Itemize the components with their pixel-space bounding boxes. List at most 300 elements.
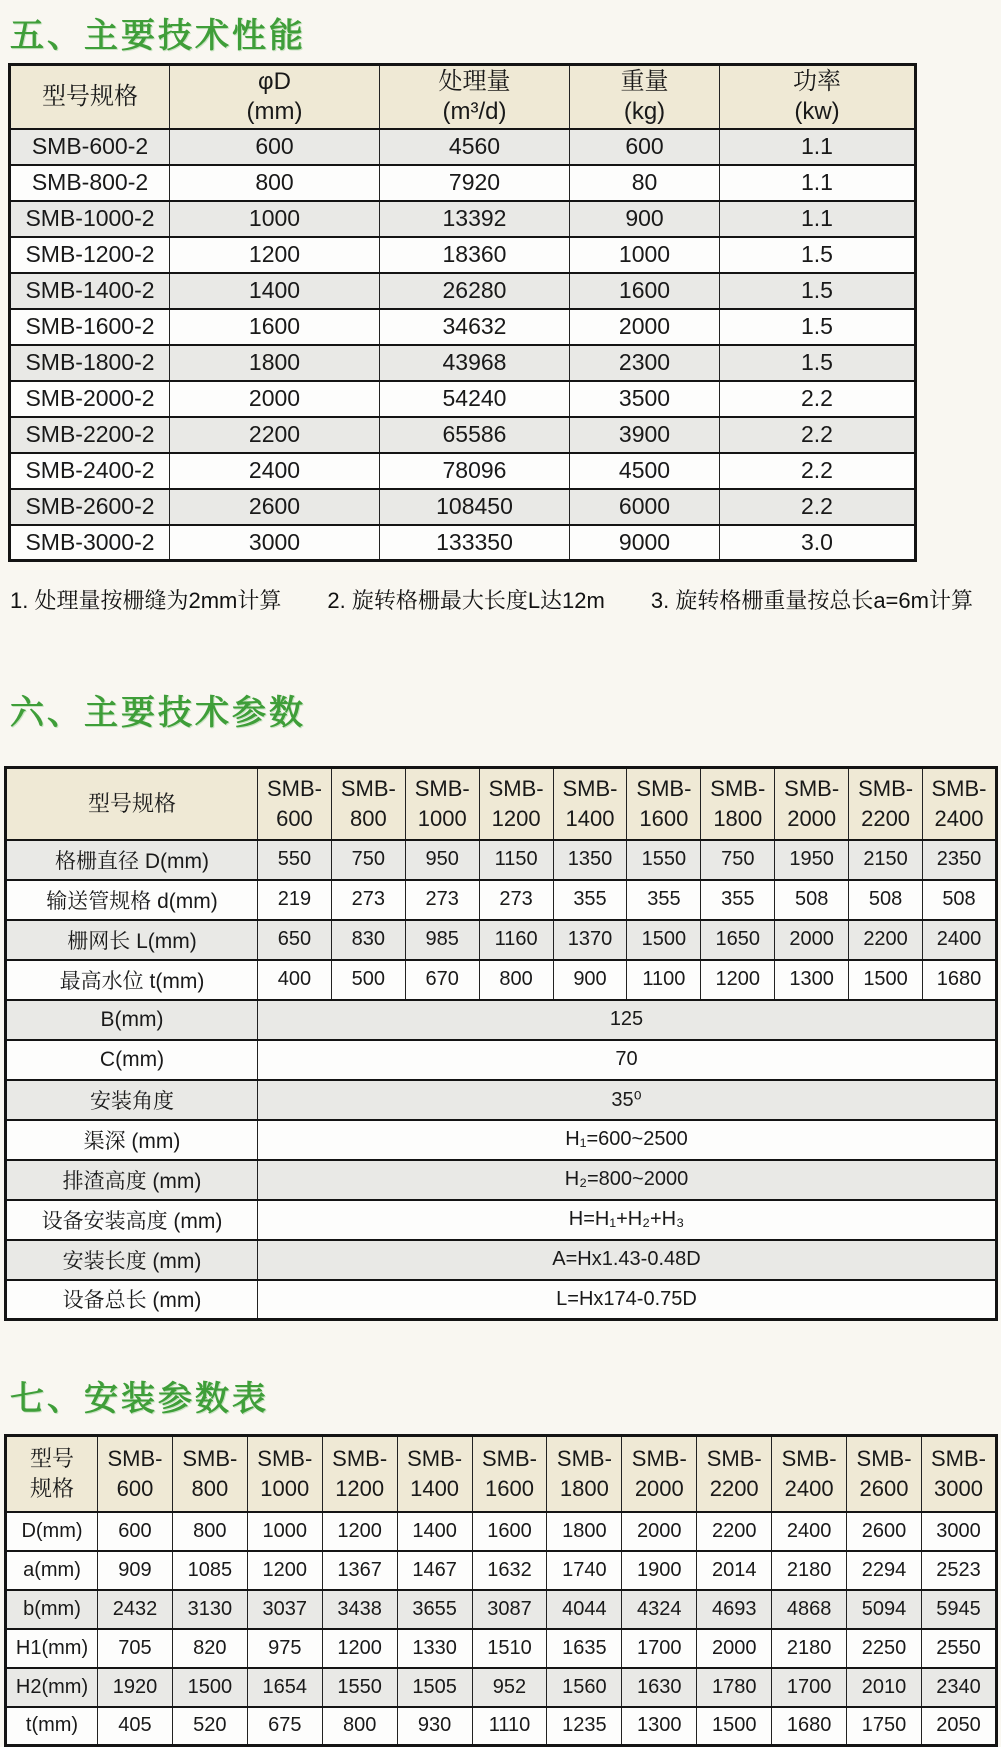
cell-text: 重量 — [620, 67, 669, 95]
value-cell — [258, 880, 332, 920]
table-row — [10, 381, 916, 417]
cell-text: 600 — [625, 133, 664, 159]
cell-text: 格栅直径 D(mm) — [55, 849, 209, 873]
value-cell — [405, 920, 479, 960]
value-cell — [622, 1512, 697, 1551]
table-row — [6, 1160, 997, 1200]
cell-text: 2050 — [936, 1714, 981, 1737]
cell-text: 508 — [942, 888, 976, 910]
model-cell — [10, 345, 170, 381]
cell-text: SMB-3000-2 — [25, 528, 155, 555]
value-cell — [405, 840, 479, 880]
cell-text: 520 — [193, 1714, 227, 1737]
value-cell — [247, 1512, 322, 1551]
value-cell — [380, 309, 570, 345]
value-cell — [921, 1590, 996, 1629]
value-cell — [570, 417, 720, 453]
cell-text: 1110 — [488, 1714, 531, 1737]
value-cell — [923, 840, 997, 880]
cell-text: 设备安装高度 (mm) — [41, 1209, 223, 1233]
cell-text: 2000 — [711, 1636, 757, 1659]
cell-text: 3130 — [187, 1597, 233, 1620]
cell-text: 2200 — [711, 1519, 757, 1542]
value-cell — [720, 201, 916, 237]
corner-header — [6, 768, 258, 840]
cell-text: 600 — [255, 133, 294, 159]
cell-text: 1.5 — [801, 313, 833, 339]
value-cell — [472, 1707, 547, 1746]
model-header — [98, 1436, 173, 1512]
cell-text: 2.2 — [801, 493, 833, 519]
performance-table — [8, 63, 917, 562]
cell-text: 1600 — [485, 1475, 534, 1501]
row-label — [6, 1080, 258, 1120]
cell-text: 2180 — [786, 1636, 832, 1659]
value-cell — [380, 345, 570, 381]
model-cell — [10, 381, 170, 417]
table-row — [10, 201, 916, 237]
value-cell — [98, 1668, 173, 1707]
header-row — [10, 65, 916, 129]
model-header — [553, 768, 627, 840]
value-cell — [172, 1551, 247, 1590]
value-cell — [772, 1707, 847, 1746]
value-cell — [697, 1512, 772, 1551]
cell-text: 108450 — [436, 493, 513, 519]
value-cell — [331, 920, 405, 960]
table-row — [6, 1512, 997, 1551]
footnote-3: 3. 旋转格栅重量按总长a=6m计算 — [650, 588, 973, 613]
value-cell — [258, 960, 332, 1000]
model-cell — [10, 273, 170, 309]
value-cell — [553, 920, 627, 960]
value-cell — [570, 129, 720, 165]
value-cell — [701, 960, 775, 1000]
cell-text: SMB-2000-2 — [25, 385, 155, 411]
value-cell — [98, 1629, 173, 1668]
cell-text: 125 — [609, 1008, 644, 1030]
cell-text: 1700 — [637, 1636, 682, 1659]
cell-text: 3655 — [412, 1597, 457, 1620]
model-header — [921, 1436, 996, 1512]
cell-text: SMB- — [856, 1446, 912, 1472]
value-cell — [570, 453, 720, 489]
cell-text: 1500 — [641, 928, 687, 950]
table-row — [6, 960, 997, 1000]
cell-text: 2150 — [863, 848, 908, 870]
table-row — [10, 525, 916, 561]
value-cell — [720, 273, 916, 309]
cell-text: 65586 — [442, 421, 507, 447]
value-cell — [847, 1551, 922, 1590]
cell-text: (kw) — [794, 97, 840, 125]
value-cell — [98, 1707, 173, 1746]
cell-text: b(mm) — [23, 1597, 81, 1620]
cell-text: 4324 — [637, 1597, 682, 1620]
value-cell — [172, 1707, 247, 1746]
value-cell — [570, 309, 720, 345]
value-cell — [627, 960, 701, 1000]
cell-text: 1740 — [562, 1558, 607, 1581]
section6-title: 六、主要技术参数 — [10, 694, 306, 732]
installation-parameters-table — [4, 1434, 998, 1747]
cell-text: 2600 — [248, 493, 301, 519]
value-cell — [247, 1551, 322, 1590]
footnotes — [10, 584, 1001, 615]
cell-text: 3.0 — [801, 528, 833, 555]
cell-text: 1650 — [715, 928, 761, 950]
cell-text: 2180 — [786, 1558, 832, 1581]
value-cell — [772, 1668, 847, 1707]
value-cell — [570, 237, 720, 273]
span-value-cell — [258, 1200, 997, 1240]
cell-text: SMB- — [636, 776, 692, 802]
cell-text: 1680 — [786, 1714, 832, 1737]
model-header — [331, 768, 405, 840]
value-cell — [547, 1512, 622, 1551]
model-header — [697, 1436, 772, 1512]
cell-text: 1654 — [262, 1675, 308, 1698]
section5-title: 五、主要技术性能 — [10, 17, 306, 55]
value-cell — [547, 1707, 622, 1746]
value-cell — [479, 880, 553, 920]
technical-parameters-header — [6, 768, 997, 840]
cell-text: 2000 — [248, 385, 301, 411]
value-cell — [472, 1590, 547, 1629]
cell-text: 2010 — [861, 1675, 907, 1698]
value-cell — [921, 1512, 996, 1551]
cell-text: 栅网长 L(mm) — [67, 929, 197, 953]
model-header — [547, 1436, 622, 1512]
cell-text: 1560 — [562, 1675, 607, 1698]
cell-text: 43968 — [442, 349, 507, 375]
cell-text: 1600 — [487, 1519, 532, 1542]
cell-text: 900 — [625, 205, 664, 231]
cell-text: 1635 — [562, 1636, 607, 1659]
cell-text: 1350 — [567, 848, 613, 870]
cell-text: 2400 — [934, 805, 984, 831]
value-cell — [622, 1629, 697, 1668]
cell-text: 1630 — [637, 1675, 682, 1698]
value-cell — [472, 1629, 547, 1668]
value-cell — [247, 1707, 322, 1746]
cell-text: 1400 — [248, 277, 301, 303]
table-row — [6, 1240, 997, 1280]
cell-text: 1.5 — [801, 349, 833, 375]
table-row — [6, 880, 997, 920]
cell-text: 3087 — [487, 1597, 532, 1620]
cell-text: 750 — [721, 848, 755, 870]
cell-text: 800 — [349, 805, 387, 831]
value-cell — [247, 1590, 322, 1629]
cell-text: C(mm) — [99, 1047, 165, 1071]
span-value-cell — [258, 1280, 997, 1320]
row-label — [6, 1707, 98, 1746]
value-cell — [627, 880, 701, 920]
table-row — [10, 273, 916, 309]
cell-text: 930 — [417, 1714, 452, 1737]
cell-text: 4560 — [448, 133, 501, 159]
row-label — [6, 840, 258, 880]
cell-text: 750 — [351, 848, 386, 870]
value-cell — [849, 920, 923, 960]
column-header — [170, 65, 380, 129]
value-cell — [170, 309, 380, 345]
value-cell — [258, 840, 332, 880]
cell-text: 1500 — [863, 968, 908, 990]
cell-text: 1400 — [412, 1519, 457, 1542]
cell-text: 1160 — [494, 928, 538, 950]
cell-text: 安装长度 (mm) — [62, 1249, 202, 1273]
cell-text: 952 — [492, 1675, 527, 1698]
cell-text: 1200 — [248, 241, 301, 267]
cell-text: 1600 — [248, 313, 301, 339]
cell-text: 设备总长 (mm) — [62, 1289, 202, 1313]
span-value-cell — [258, 1080, 997, 1120]
value-cell — [701, 840, 775, 880]
value-cell — [397, 1707, 472, 1746]
cell-text: 2200 — [861, 805, 911, 831]
cell-text: 1500 — [711, 1714, 757, 1737]
cell-text: SMB-2400-2 — [25, 457, 155, 483]
value-cell — [547, 1590, 622, 1629]
cell-text: 219 — [277, 888, 312, 910]
value-cell — [720, 309, 916, 345]
cell-text: 650 — [277, 928, 312, 950]
cell-text: 功率 — [793, 67, 841, 95]
cell-text: 1467 — [412, 1558, 457, 1581]
cell-text: SMB-2200-2 — [25, 421, 155, 447]
cell-text: 1632 — [487, 1558, 532, 1581]
cell-text: 1750 — [861, 1714, 907, 1737]
value-cell — [570, 165, 720, 201]
value-cell — [849, 840, 923, 880]
performance-table-body — [10, 129, 916, 561]
value-cell — [697, 1590, 772, 1629]
cell-text: 2350 — [936, 848, 982, 870]
column-header — [720, 65, 916, 129]
cell-text: 9000 — [618, 528, 671, 555]
table-row — [10, 237, 916, 273]
header-row — [6, 768, 997, 840]
cell-text: 508 — [868, 888, 903, 910]
value-cell — [570, 525, 720, 561]
value-cell — [772, 1590, 847, 1629]
cell-text: 1950 — [789, 848, 834, 870]
model-header — [923, 768, 997, 840]
value-cell — [622, 1707, 697, 1746]
value-cell — [170, 417, 380, 453]
value-cell — [923, 920, 997, 960]
cell-text: 1000 — [417, 805, 467, 831]
cell-text: SMB- — [631, 1446, 687, 1472]
cell-text: 70 — [615, 1048, 638, 1070]
table-row — [6, 1629, 997, 1668]
value-cell — [847, 1590, 922, 1629]
cell-text: 4868 — [786, 1597, 832, 1620]
value-cell — [553, 880, 627, 920]
cell-text: SMB- — [784, 776, 840, 802]
cell-text: 18360 — [442, 241, 507, 267]
value-cell — [380, 129, 570, 165]
value-cell — [170, 129, 380, 165]
value-cell — [570, 273, 720, 309]
cell-text: 2000 — [789, 928, 834, 950]
cell-text: 4693 — [711, 1597, 757, 1620]
value-cell — [720, 381, 916, 417]
value-cell — [172, 1668, 247, 1707]
cell-text: 处理量 — [438, 67, 511, 95]
cell-text: 2550 — [936, 1636, 981, 1659]
cell-text: a(mm) — [23, 1558, 81, 1581]
table-row — [6, 1040, 997, 1080]
model-header — [247, 1436, 322, 1512]
value-cell — [622, 1668, 697, 1707]
table-row — [10, 129, 916, 165]
row-label — [6, 1120, 258, 1160]
cell-text: 1680 — [936, 968, 982, 990]
value-cell — [775, 960, 849, 1000]
cell-text: 54240 — [442, 385, 507, 411]
cell-text: 1.1 — [801, 133, 833, 159]
cell-text: 1400 — [410, 1475, 460, 1501]
row-label — [6, 1629, 98, 1668]
cell-text: SMB- — [710, 776, 766, 802]
model-header — [627, 768, 701, 840]
cell-text: 5094 — [861, 1597, 907, 1620]
cell-text: 4500 — [618, 457, 671, 483]
row-label — [6, 1512, 98, 1551]
cell-text: 1.1 — [801, 169, 833, 195]
table-row — [6, 1668, 997, 1707]
cell-text: 2000 — [637, 1519, 682, 1542]
cell-text: 705 — [118, 1636, 152, 1659]
model-header — [775, 768, 849, 840]
value-cell — [772, 1551, 847, 1590]
cell-text: 273 — [351, 888, 386, 910]
model-header — [847, 1436, 922, 1512]
cell-text: 355 — [573, 888, 607, 910]
value-cell — [570, 489, 720, 525]
column-header — [570, 65, 720, 129]
row-label — [6, 1160, 258, 1200]
cell-text: 1505 — [412, 1675, 457, 1698]
cell-text: 1200 — [337, 1636, 382, 1659]
model-cell — [10, 201, 170, 237]
value-cell — [697, 1629, 772, 1668]
row-label — [6, 920, 258, 960]
model-header — [472, 1436, 547, 1512]
span-value-cell — [258, 1000, 997, 1040]
value-cell — [627, 840, 701, 880]
value-cell — [331, 840, 405, 880]
value-cell — [622, 1551, 697, 1590]
cell-text: 1300 — [789, 968, 834, 990]
value-cell — [479, 840, 553, 880]
cell-text: SMB- — [257, 1446, 313, 1472]
model-cell — [10, 129, 170, 165]
value-cell — [622, 1590, 697, 1629]
value-cell — [170, 381, 380, 417]
cell-text: 2600 — [859, 1475, 909, 1501]
value-cell — [98, 1512, 173, 1551]
cell-text: 型号规格 — [42, 82, 138, 110]
cell-text: 975 — [268, 1636, 302, 1659]
value-cell — [547, 1629, 622, 1668]
cell-text: SMB- — [562, 776, 618, 802]
row-label — [6, 880, 258, 920]
technical-parameters-body — [6, 840, 997, 1320]
model-header — [849, 768, 923, 840]
value-cell — [720, 453, 916, 489]
cell-text: SMB-1200-2 — [25, 241, 155, 267]
cell-text: 2294 — [861, 1558, 907, 1581]
value-cell — [380, 525, 570, 561]
cell-text: 675 — [268, 1714, 302, 1737]
cell-text: 1.1 — [801, 205, 833, 231]
cell-text: 500 — [351, 968, 386, 990]
table-row — [6, 840, 997, 880]
value-cell — [720, 489, 916, 525]
model-cell — [10, 489, 170, 525]
cell-text: 1.5 — [801, 241, 833, 267]
value-cell — [553, 960, 627, 1000]
table-row — [6, 1120, 997, 1160]
cell-text: 600 — [276, 805, 313, 831]
span-value-cell — [258, 1040, 997, 1080]
cell-text: 1000 — [618, 241, 671, 267]
technical-parameters-table — [4, 766, 998, 1321]
value-cell — [397, 1551, 472, 1590]
cell-text: 2600 — [861, 1519, 907, 1542]
cell-text: 3000 — [248, 528, 301, 555]
model-header — [397, 1436, 472, 1512]
value-cell — [322, 1629, 397, 1668]
value-cell — [380, 489, 570, 525]
cell-text: 1150 — [494, 848, 538, 870]
cell-text: 273 — [425, 888, 459, 910]
cell-text: SMB-1000-2 — [25, 205, 155, 231]
cell-text: SMB-1400-2 — [25, 277, 155, 303]
value-cell — [170, 273, 380, 309]
cell-text: SMB- — [706, 1446, 762, 1472]
table-row — [10, 345, 916, 381]
cell-text: SMB-1800-2 — [25, 349, 155, 375]
cell-text: H2(mm) — [15, 1675, 89, 1698]
value-cell — [627, 920, 701, 960]
model-cell — [10, 417, 170, 453]
cell-text: SMB- — [107, 1446, 163, 1472]
table-row — [10, 453, 916, 489]
cell-text: SMB- — [407, 1446, 463, 1472]
cell-text: 2000 — [787, 805, 837, 831]
value-cell — [921, 1551, 996, 1590]
value-cell — [701, 920, 775, 960]
value-cell — [397, 1590, 472, 1629]
span-value-cell — [258, 1240, 997, 1280]
cell-text: 1330 — [412, 1636, 457, 1659]
performance-table-header — [10, 65, 916, 129]
table-row — [6, 1080, 997, 1120]
cell-text: SMB-600-2 — [31, 133, 149, 159]
cell-text: 78096 — [442, 457, 507, 483]
model-header — [172, 1436, 247, 1512]
cell-text: 1200 — [262, 1558, 308, 1581]
value-cell — [921, 1629, 996, 1668]
model-header — [479, 768, 553, 840]
cell-text: 2200 — [248, 421, 301, 447]
value-cell — [847, 1707, 922, 1746]
